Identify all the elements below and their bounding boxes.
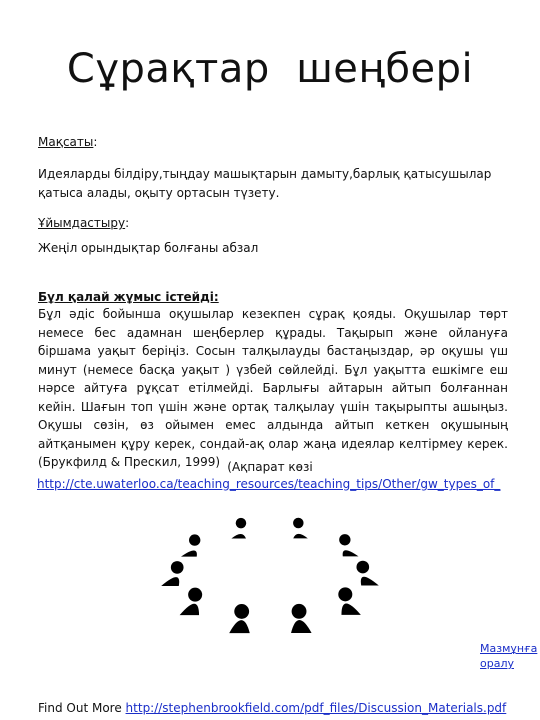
person-icon bbox=[229, 604, 250, 633]
person-icon bbox=[231, 518, 246, 539]
aim-heading bbox=[38, 133, 508, 152]
person-icon bbox=[181, 534, 200, 556]
aim-colon: : bbox=[93, 135, 98, 149]
org-colon: : bbox=[125, 216, 130, 230]
how-heading: Бұл қалай жұмыс істейді: bbox=[38, 290, 219, 304]
page-title: Сұрақтар шеңбері bbox=[66, 46, 474, 92]
org-text: Жеңіл орындықтар болғаны абзал bbox=[38, 241, 259, 255]
person-icon bbox=[339, 534, 358, 556]
person-icon bbox=[161, 561, 183, 586]
person-icon bbox=[180, 588, 203, 616]
org-label: Ұйымдастыру bbox=[38, 216, 126, 230]
footer-prefix: Find Out More bbox=[38, 701, 126, 715]
footer-url[interactable]: http://stephenbrookfield.com/pdf_files/Discussion_Materials.pdf bbox=[125, 701, 507, 715]
aim-text: Идеяларды білдіру,тыңдау машықтарын дамыту,барлық қатысушылар қатыса алады, оқыту ортасын түзету. bbox=[38, 167, 492, 200]
source-url[interactable]: http://cte.uwaterloo.ca/teaching_resources/teaching_tips/Other/gw_types_of_ bbox=[37, 477, 501, 491]
person-icon bbox=[291, 604, 312, 633]
source-label: (Ақпарат көзі bbox=[227, 460, 313, 474]
discussion-circle-people-icon bbox=[140, 508, 400, 642]
person-icon bbox=[356, 561, 378, 586]
back-to-contents-text[interactable]: Мазмұнға оралу bbox=[480, 642, 538, 670]
source-link[interactable] bbox=[37, 477, 507, 491]
org-heading bbox=[38, 214, 508, 233]
footer bbox=[38, 701, 538, 715]
aim-label: Мақсаты bbox=[38, 135, 94, 149]
back-to-contents-link[interactable] bbox=[480, 641, 540, 671]
person-icon bbox=[338, 587, 361, 614]
person-icon bbox=[293, 518, 308, 539]
how-text: Бұл әдіс бойынша оқушылар кезекпен сұрақ қояды. Оқушылар төрт немесе бес адамнан шеңберлер құрады. Тақырып және ойлануға біршама уақыт беріңіз. Сосын талқылауды бастаңыздар, әр оқушы үш минут (немесе басқа уақыт ) үзбей сөйлейді. Бұл уақытта ешкімге еш нәрсе айтуға рұқсат етілмейді. Барлығы айтарын айтып болғаннан кейін. Шағын топ үшін және ортақ талқылау үшін тақырыпты ашыңыз. Оқушы сөзін, өз ойымен емес алдында айтып кеткен оқушының айтқанымен құру керек, сондай-ақ олар жаңа идеялар келтірмеу керек. (Брукфилд & Прескил, 1999) bbox=[38, 307, 508, 469]
